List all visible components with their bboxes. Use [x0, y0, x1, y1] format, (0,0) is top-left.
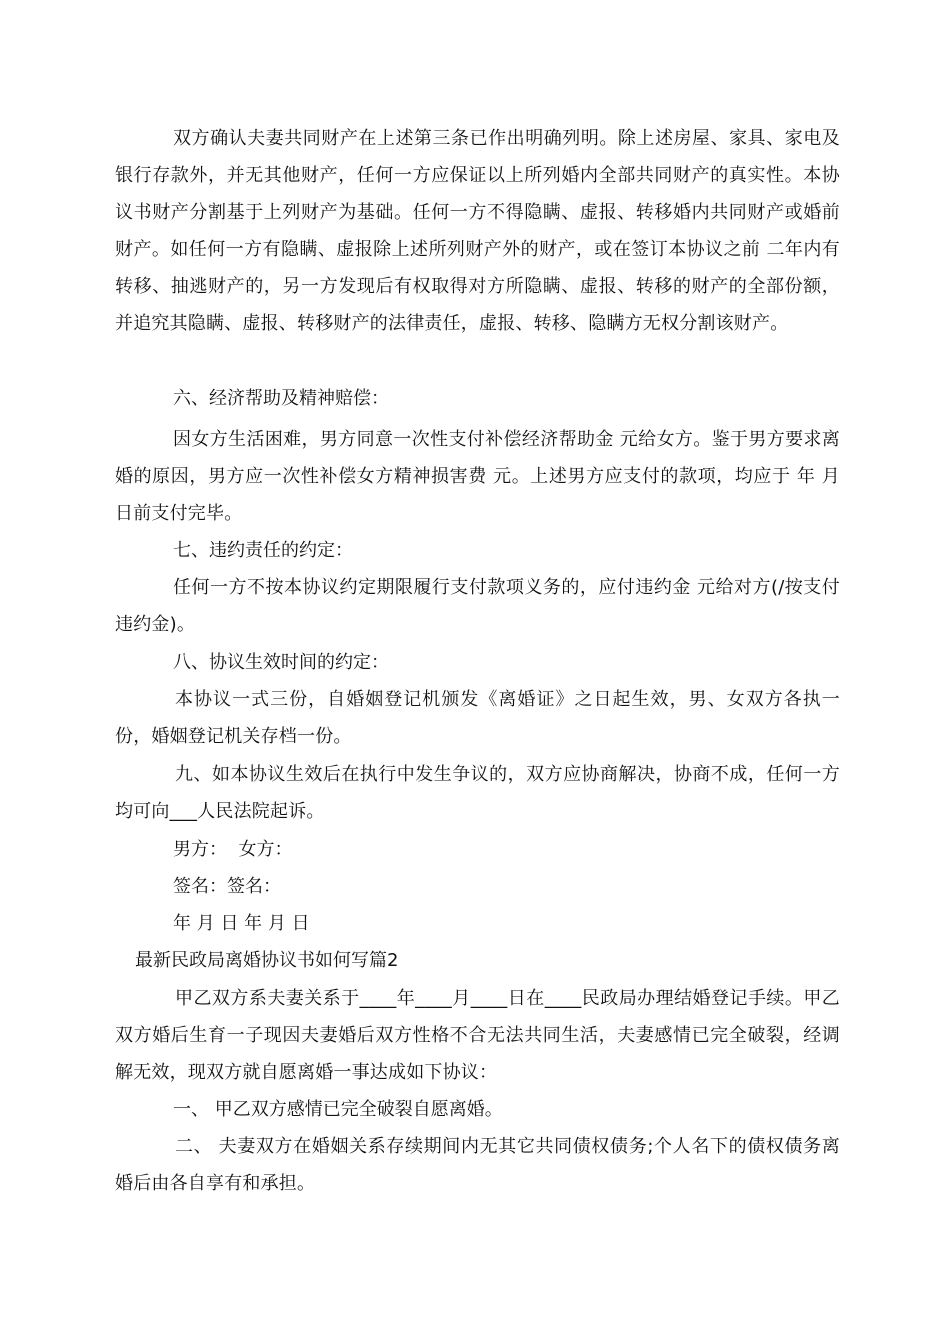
section-title: 最新民政局离婚协议书如何写篇2	[135, 950, 399, 971]
paragraph-marriage-intro: 甲乙双方系夫妻关系于____年____月____日在____民政局办理结婚登记手续。甲乙双方婚后生育一子现因夫妻婚后双方性格不合无法共同生活，夫妻感情已完全破裂，经调解无效，现双方就自愿离婚一事达成如下协议：	[115, 988, 840, 1083]
signature-names: 签名：签名：	[173, 876, 281, 897]
signature-dates: 年 月 日 年 月 日	[173, 913, 310, 934]
paragraph-economic-aid: 因女方生活困难，男方同意一次性支付补偿经济帮助金 元给女方。鉴于男方要求离婚的原因，男方应一次性补偿女方精神损害费 元。上述男方应支付的款项，均应于 年 月 日前支付完毕。	[115, 429, 840, 524]
heading-economic-aid: 六、经济帮助及精神赔偿：	[173, 388, 389, 409]
paragraph-property-confirmation: 双方确认夫妻共同财产在上述第三条已作出明确列明。除上述房屋、家具、家电及银行存款外，并无其他财产，任何一方应保证以上所列婚内全部共同财产的真实性。本协议书财产分割基于上列财产为基础。任何一方不得隐瞒、虚报、转移婚内共同财产或婚前财产。如任何一方有隐瞒、虚报除上述所列财产外的财产，或在签订本协议之前 二年内有转移、抽逃财产的，另一方发现后有权取得对方所隐瞒、虚报、转移的财产的全部份额，并追究其隐瞒、虚报、转移财产的法律责任，虚报、转移、隐瞒方无权分割该财产。	[115, 128, 840, 334]
paragraph-breach-liability: 任何一方不按本协议约定期限履行支付款项义务的，应付违约金 元给对方(/按支付违约金)。	[115, 577, 840, 635]
clause-one: 一、 甲乙双方感情已完全破裂自愿离婚。	[173, 1099, 503, 1120]
heading-breach-liability: 七、违约责任的约定：	[173, 540, 353, 561]
clause-two: 二、 夫妻双方在婚姻关系存续期间内无其它共同债权债务;个人名下的债权债务离婚后由各自享有和承担。	[115, 1136, 840, 1194]
paragraph-effective-time: 本协议一式三份，自婚姻登记机颁发《离婚证》之日起生效，男、女双方各执一份，婚姻登记机关存档一份。	[115, 689, 840, 747]
heading-effective-time: 八、协议生效时间的约定：	[173, 652, 389, 673]
paragraph-dispute-resolution: 九、如本协议生效后在执行中发生争议的，双方应协商解决，协商不成，任何一方均可向___人民法院起诉。	[115, 764, 840, 822]
signature-parties: 男方： 女方：	[173, 839, 293, 860]
